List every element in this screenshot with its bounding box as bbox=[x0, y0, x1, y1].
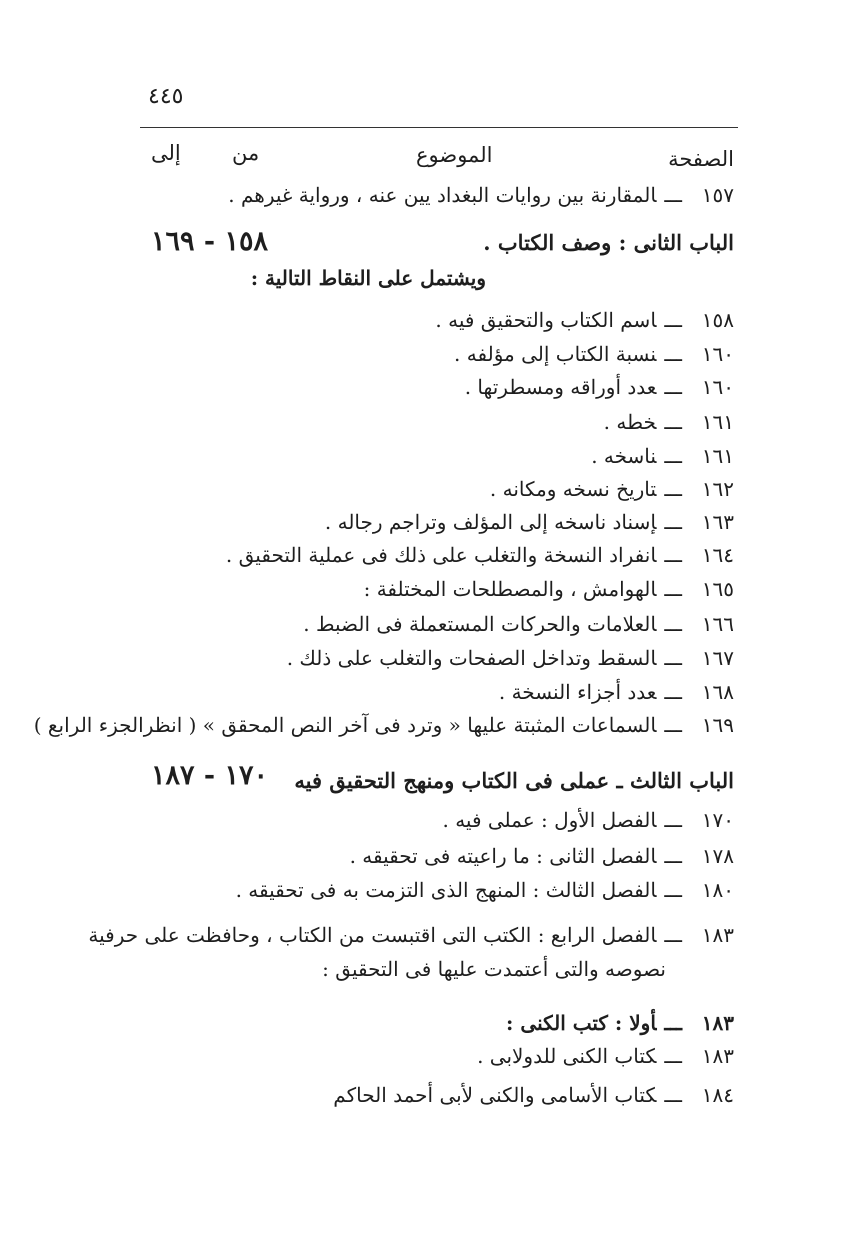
entry-dash: ـــ bbox=[664, 612, 682, 636]
toc-entry bbox=[228, 183, 734, 207]
entry-dash: ـــ bbox=[664, 844, 682, 868]
section-intro: ويشتمل على النقاط التالية : bbox=[250, 266, 486, 290]
entry-text: الفصل الرابع : الكتب التى اقتبست من الكتاب ، وحافظت على حرفية bbox=[88, 923, 657, 947]
entry-page: ١٨٣ bbox=[701, 1044, 734, 1068]
entry-text: خطه . bbox=[603, 410, 657, 434]
entry-text: الفصل الثانى : ما راعيته فى تحقيقه . bbox=[349, 844, 657, 868]
entry-dash: ـــ bbox=[664, 808, 682, 832]
entry-text: نسبة الكتاب إلى مؤلفه . bbox=[454, 342, 657, 366]
entry-dash: ـــ bbox=[664, 543, 682, 567]
entry-page: ١٦١ bbox=[701, 444, 734, 468]
toc-entry bbox=[490, 477, 734, 501]
entry-page: ١٨٣ bbox=[701, 923, 734, 947]
section-heading: الباب الثالث ـ عملى فى الكتاب ومنهج التحقيق فيه bbox=[294, 768, 734, 793]
toc-entry bbox=[477, 1044, 734, 1068]
entry-dash: ـــ bbox=[664, 375, 682, 399]
entry-text: الفصل الأول : عملى فيه . bbox=[442, 808, 657, 832]
entry-page: ١٦٣ bbox=[701, 510, 734, 534]
toc-entry bbox=[591, 444, 734, 468]
entry-dash: ـــ bbox=[664, 183, 682, 207]
toc-entry bbox=[303, 612, 734, 636]
entry-page: ١٦٨ bbox=[701, 680, 734, 704]
header-rule bbox=[140, 127, 738, 128]
entry-page: ١٦٤ bbox=[701, 543, 734, 567]
header-to-label: إلى bbox=[151, 141, 181, 165]
entry-text: السماعات المثبتة عليها « وترد فى آخر النص المحقق » ( انظرالجزء الرابع ) bbox=[33, 713, 657, 737]
entry-dash: ـــ bbox=[664, 646, 682, 670]
entry-page: ١٦٢ bbox=[701, 477, 734, 501]
entry-text: انفراد النسخة والتغلب على ذلك فى عملية التحقيق . bbox=[225, 543, 657, 567]
entry-page: ١٧٠ bbox=[701, 808, 734, 832]
entry-text: الفصل الثالث : المنهج الذى التزمت به فى تحقيقه . bbox=[235, 878, 657, 902]
toc-entry bbox=[465, 375, 734, 399]
entry-dash: ـــ bbox=[664, 923, 682, 947]
entry-dash: ـــ bbox=[664, 1044, 682, 1068]
entry-dash: ـــ bbox=[664, 477, 682, 501]
entry-text: تاريخ نسخه ومكانه . bbox=[489, 477, 657, 501]
toc-entry bbox=[226, 543, 734, 567]
entry-text: عدد أجزاء النسخة . bbox=[498, 680, 657, 704]
entry-text: إسناد ناسخه إلى المؤلف وتراجم رجاله . bbox=[324, 510, 657, 534]
toc-entry bbox=[34, 713, 734, 737]
entry-dash: ـــ bbox=[664, 680, 682, 704]
entry-dash: ـــ bbox=[664, 1083, 682, 1107]
toc-entry bbox=[506, 1011, 734, 1035]
entry-page: ١٦٠ bbox=[701, 342, 734, 366]
section-page-range: ١٥٨ - ١٦٩ bbox=[151, 226, 269, 257]
entry-text: كتاب الكنى للدولابى . bbox=[477, 1044, 657, 1068]
entry-page: ١٦٦ bbox=[701, 612, 734, 636]
entry-dash: ـــ bbox=[664, 342, 682, 366]
entry-page: ١٥٨ bbox=[701, 308, 734, 332]
entry-text: الهوامش ، والمصطلحات المختلفة : bbox=[363, 577, 657, 601]
toc-entry bbox=[236, 878, 734, 902]
page-number: ٤٤٥ bbox=[148, 84, 184, 109]
header-from-label: من bbox=[232, 141, 260, 165]
toc-entry bbox=[499, 680, 734, 704]
toc-entry bbox=[442, 808, 734, 832]
entry-text: العلامات والحركات المستعملة فى الضبط . bbox=[303, 612, 657, 636]
header-topic-label: الموضوع bbox=[416, 143, 493, 167]
entry-page: ١٦٩ bbox=[701, 713, 734, 737]
toc-entry bbox=[88, 923, 734, 947]
entry-page: ١٦٧ bbox=[701, 646, 734, 670]
entry-text: ناسخه . bbox=[591, 444, 657, 468]
entry-page: ١٦١ bbox=[701, 410, 734, 434]
entry-text: السقط وتداخل الصفحات والتغلب على ذلك . bbox=[286, 646, 657, 670]
entry-page: ١٨٤ bbox=[701, 1083, 734, 1107]
entry-dash: ـــ bbox=[664, 444, 682, 468]
toc-entry bbox=[350, 844, 734, 868]
toc-entry bbox=[454, 342, 734, 366]
entry-dash: ـــ bbox=[664, 510, 682, 534]
entry-dash: ـــ bbox=[664, 1011, 682, 1035]
entry-page: ١٧٨ bbox=[701, 844, 734, 868]
entry-continuation: نصوصه والتى أعتمدت عليها فى التحقيق : bbox=[322, 957, 666, 981]
entry-page: ١٦٥ bbox=[701, 577, 734, 601]
entry-page: ١٥٧ bbox=[701, 183, 734, 207]
toc-entry bbox=[604, 410, 734, 434]
entry-text: المقارنة بين روايات البغداد يين عنه ، ورواية غيرهم . bbox=[228, 183, 657, 207]
section-page-range: ١٧٠ - ١٨٧ bbox=[151, 760, 269, 791]
toc-entry bbox=[435, 308, 734, 332]
entry-text: اسم الكتاب والتحقيق فيه . bbox=[435, 308, 657, 332]
entry-text: أولا : كتب الكنى : bbox=[506, 1011, 657, 1035]
entry-page: ١٨٠ bbox=[701, 878, 734, 902]
entry-dash: ـــ bbox=[664, 878, 682, 902]
toc-entry bbox=[364, 577, 734, 601]
entry-text: عدد أوراقه ومسطرتها . bbox=[464, 375, 657, 399]
toc-entry bbox=[287, 646, 734, 670]
entry-page: ١٨٣ bbox=[701, 1011, 734, 1035]
section-heading: الباب الثانى : وصف الكتاب . bbox=[483, 230, 734, 255]
toc-entry bbox=[333, 1083, 734, 1107]
entry-dash: ـــ bbox=[664, 410, 682, 434]
entry-text: كتاب الأسامى والكنى لأبى أحمد الحاكم bbox=[333, 1083, 657, 1107]
header-page-label: الصفحة bbox=[668, 147, 734, 171]
entry-dash: ـــ bbox=[664, 308, 682, 332]
toc-entry bbox=[325, 510, 734, 534]
entry-dash: ـــ bbox=[664, 713, 682, 737]
entry-page: ١٦٠ bbox=[701, 375, 734, 399]
entry-dash: ـــ bbox=[664, 577, 682, 601]
